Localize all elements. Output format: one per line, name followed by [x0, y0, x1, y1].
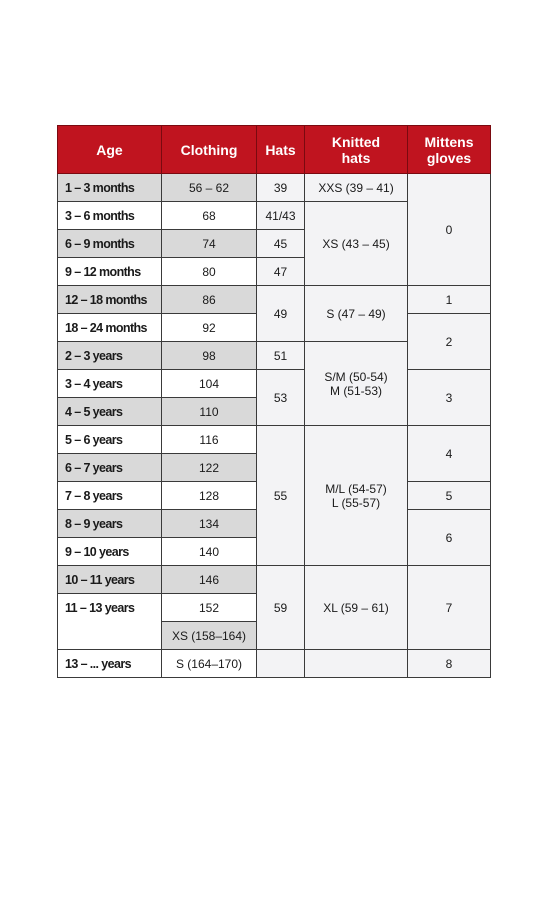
hat-cell: 41/43	[257, 202, 305, 230]
clothing-cell: 92	[162, 314, 257, 342]
hat-cell: 59	[257, 566, 305, 650]
age-cell: 10 – 11 years	[58, 566, 162, 594]
table-row	[58, 650, 491, 678]
knitted-cell	[305, 426, 408, 566]
age-cell: 5 – 6 years	[58, 426, 162, 454]
age-cell: 7 – 8 years	[58, 482, 162, 510]
header-mittens-line1: Mittens	[424, 133, 474, 150]
clothing-cell: 56 – 62	[162, 174, 257, 202]
age-cell: 13 – ... years	[58, 650, 162, 678]
clothing-cell: 68	[162, 202, 257, 230]
clothing-cell: 152	[162, 594, 257, 622]
hat-cell: 45	[257, 230, 305, 258]
table-row	[58, 426, 491, 454]
knitted-cell: S (47 – 49)	[305, 286, 408, 342]
hat-cell: 39	[257, 174, 305, 202]
header-knitted-hats	[305, 126, 408, 174]
mittens-cell: 0	[408, 174, 491, 286]
knitted-cell: XXS (39 – 41)	[305, 174, 408, 202]
mittens-cell: 2	[408, 314, 491, 370]
clothing-cell: S (164–170)	[162, 650, 257, 678]
clothing-cell: 98	[162, 342, 257, 370]
age-cell: 3 – 4 years	[58, 370, 162, 398]
hat-cell	[257, 650, 305, 678]
age-cell: 3 – 6 months	[58, 202, 162, 230]
header-mittens-gloves	[408, 126, 491, 174]
clothing-cell: 104	[162, 370, 257, 398]
knitted-ml-line2: L (55-57)	[331, 495, 381, 510]
knitted-ml-line1: M/L (54-57)	[325, 481, 387, 496]
table-row	[58, 566, 491, 594]
knitted-cell: XL (59 – 61)	[305, 566, 408, 650]
age-cell: 18 – 24 months	[58, 314, 162, 342]
header-clothing: Clothing	[162, 126, 257, 174]
clothing-cell: XS (158–164)	[162, 622, 257, 650]
mittens-cell: 1	[408, 286, 491, 314]
hat-cell: 49	[257, 286, 305, 342]
clothing-cell: 80	[162, 258, 257, 286]
header-mittens-line2: gloves	[426, 149, 472, 166]
clothing-cell: 146	[162, 566, 257, 594]
mittens-cell: 8	[408, 650, 491, 678]
age-cell: 9 – 10 years	[58, 538, 162, 566]
hat-cell: 55	[257, 426, 305, 566]
hat-cell: 51	[257, 342, 305, 370]
knitted-sm-line2: M (51-53)	[329, 383, 382, 398]
age-cell: 4 – 5 years	[58, 398, 162, 426]
hat-cell: 53	[257, 370, 305, 426]
clothing-cell: 86	[162, 286, 257, 314]
header-hats: Hats	[257, 126, 305, 174]
knitted-cell	[305, 650, 408, 678]
mittens-cell: 5	[408, 482, 491, 510]
age-cell: 6 – 7 years	[58, 454, 162, 482]
clothing-cell: 110	[162, 398, 257, 426]
age-cell: 8 – 9 years	[58, 510, 162, 538]
header-knitted-line1: Knitted	[331, 133, 381, 150]
header-knitted-line2: hats	[341, 149, 371, 166]
clothing-cell: 140	[162, 538, 257, 566]
header-age: Age	[58, 126, 162, 174]
hat-cell: 47	[257, 258, 305, 286]
age-cell: 11 – 13 years	[58, 594, 162, 650]
clothing-cell: 116	[162, 426, 257, 454]
knitted-sm-line1: S/M (50-54)	[324, 369, 388, 384]
table-row	[58, 370, 491, 398]
mittens-cell: 6	[408, 510, 491, 566]
age-cell: 6 – 9 months	[58, 230, 162, 258]
knitted-cell: XS (43 – 45)	[305, 202, 408, 286]
age-cell: 1 – 3 months	[58, 174, 162, 202]
mittens-cell: 7	[408, 566, 491, 650]
clothing-cell: 128	[162, 482, 257, 510]
header-row	[58, 126, 491, 174]
table-row	[58, 174, 491, 202]
clothing-cell: 122	[162, 454, 257, 482]
age-cell: 12 – 18 months	[58, 286, 162, 314]
age-cell: 2 – 3 years	[58, 342, 162, 370]
knitted-cell	[305, 342, 408, 426]
clothing-cell: 134	[162, 510, 257, 538]
table-row	[58, 286, 491, 314]
size-chart-table	[57, 125, 491, 678]
age-cell: 9 – 12 months	[58, 258, 162, 286]
mittens-cell: 4	[408, 426, 491, 482]
clothing-cell: 74	[162, 230, 257, 258]
mittens-cell: 3	[408, 370, 491, 426]
